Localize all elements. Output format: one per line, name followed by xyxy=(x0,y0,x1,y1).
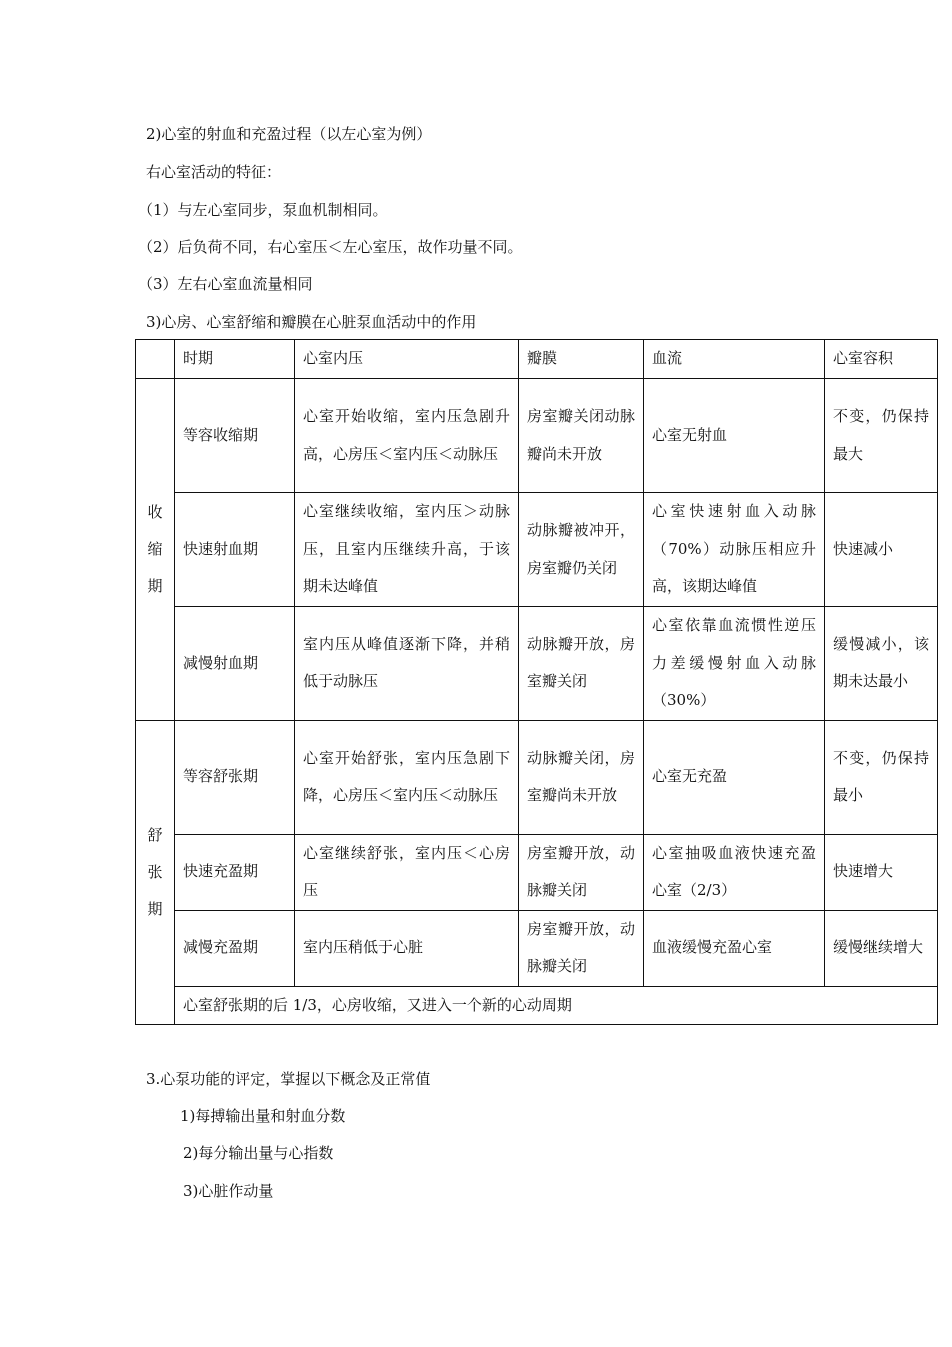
volume-cell: 缓慢继续增大 xyxy=(825,910,938,986)
valve-cell: 房室瓣开放，动脉瓣关闭 xyxy=(519,910,644,986)
pressure-cell: 心室继续收缩，室内压＞动脉压，且室内压继续升高，于该期未达峰值 xyxy=(295,493,519,607)
pressure-cell: 室内压从峰值逐渐下降，并稍低于动脉压 xyxy=(295,607,519,721)
right-ventricle-subheading: 右心室活动的特征： xyxy=(146,163,282,181)
footer-row xyxy=(136,986,938,1024)
valve-cell: 动脉瓣被冲开，房室瓣仍关闭 xyxy=(519,493,644,607)
diastole-group-label: 舒 张 期 xyxy=(136,720,175,1024)
volume-cell: 缓慢减小，该期未达最小 xyxy=(825,607,938,721)
table-footer-note: 心室舒张期的后 1/3，心房收缩，又进入一个新的心动周期 xyxy=(175,986,938,1024)
point-1: （1）与左心室同步，泵血机制相同。 xyxy=(138,201,388,219)
point-2: （2）后负荷不同，右心室压＜左心室压，故作功量不同。 xyxy=(138,238,523,256)
pressure-cell: 心室开始收缩，室内压急剧升高，心房压＜室内压＜动脉压 xyxy=(295,379,519,493)
pressure-cell: 心室继续舒张，室内压＜心房压 xyxy=(295,834,519,910)
valve-cell: 房室瓣关闭动脉瓣尚未开放 xyxy=(519,379,644,493)
flow-cell: 心室依靠血流惯性逆压力差缓慢射血入动脉（30%） xyxy=(644,607,825,721)
table-row xyxy=(136,834,938,910)
flow-cell: 心室无射血 xyxy=(644,379,825,493)
point-3: （3）左右心室血流量相同 xyxy=(138,275,313,293)
flow-cell: 心室无充盈 xyxy=(644,720,825,834)
period-cell: 快速射血期 xyxy=(175,493,295,607)
volume-cell: 快速增大 xyxy=(825,834,938,910)
table-title: 3)心房、心室舒缩和瓣膜在心脏泵血活动中的作用 xyxy=(146,313,477,331)
valve-cell: 动脉瓣开放，房室瓣关闭 xyxy=(519,607,644,721)
period-cell: 等容收缩期 xyxy=(175,379,295,493)
header-row xyxy=(136,340,938,379)
valve-cell: 房室瓣开放，动脉瓣关闭 xyxy=(519,834,644,910)
section-heading: 2)心室的射血和充盈过程（以左心室为例） xyxy=(146,125,432,143)
period-cell: 等容舒张期 xyxy=(175,720,295,834)
period-cell: 减慢充盈期 xyxy=(175,910,295,986)
flow-cell: 血液缓慢充盈心室 xyxy=(644,910,825,986)
table-row xyxy=(136,493,938,607)
systole-group-label: 收 缩 期 xyxy=(136,379,175,721)
table-row xyxy=(136,910,938,986)
pressure-cell: 室内压稍低于心脏 xyxy=(295,910,519,986)
header-cell-period: 时期 xyxy=(175,340,295,379)
concept-item: 2)每分输出量与心指数 xyxy=(183,1144,334,1162)
volume-cell: 不变，仍保持最小 xyxy=(825,720,938,834)
pressure-cell: 心室开始舒张，室内压急剧下降，心房压＜室内压＜动脉压 xyxy=(295,720,519,834)
period-cell: 减慢射血期 xyxy=(175,607,295,721)
flow-cell: 心室快速射血入动脉（70%）动脉压相应升高，该期达峰值 xyxy=(644,493,825,607)
header-cell-valve: 瓣膜 xyxy=(519,340,644,379)
header-cell-flow: 血流 xyxy=(644,340,825,379)
valve-cell: 动脉瓣关闭，房室瓣尚未开放 xyxy=(519,720,644,834)
header-cell-volume: 心室容积 xyxy=(825,340,938,379)
table-row xyxy=(136,379,938,493)
cardiac-cycle-table xyxy=(135,339,938,1025)
concept-item: 3)心脏作动量 xyxy=(183,1182,274,1200)
period-cell: 快速充盈期 xyxy=(175,834,295,910)
header-cell-pressure: 心室内压 xyxy=(295,340,519,379)
concept-item: 1)每搏输出量和射血分数 xyxy=(180,1107,346,1125)
evaluation-heading: 3.心泵功能的评定，掌握以下概念及正常值 xyxy=(146,1070,431,1088)
flow-cell: 心室抽吸血液快速充盈心室（2/3） xyxy=(644,834,825,910)
volume-cell: 不变，仍保持最大 xyxy=(825,379,938,493)
header-cell-empty xyxy=(136,340,175,379)
table-row xyxy=(136,720,938,834)
table-row xyxy=(136,607,938,721)
volume-cell: 快速减小 xyxy=(825,493,938,607)
